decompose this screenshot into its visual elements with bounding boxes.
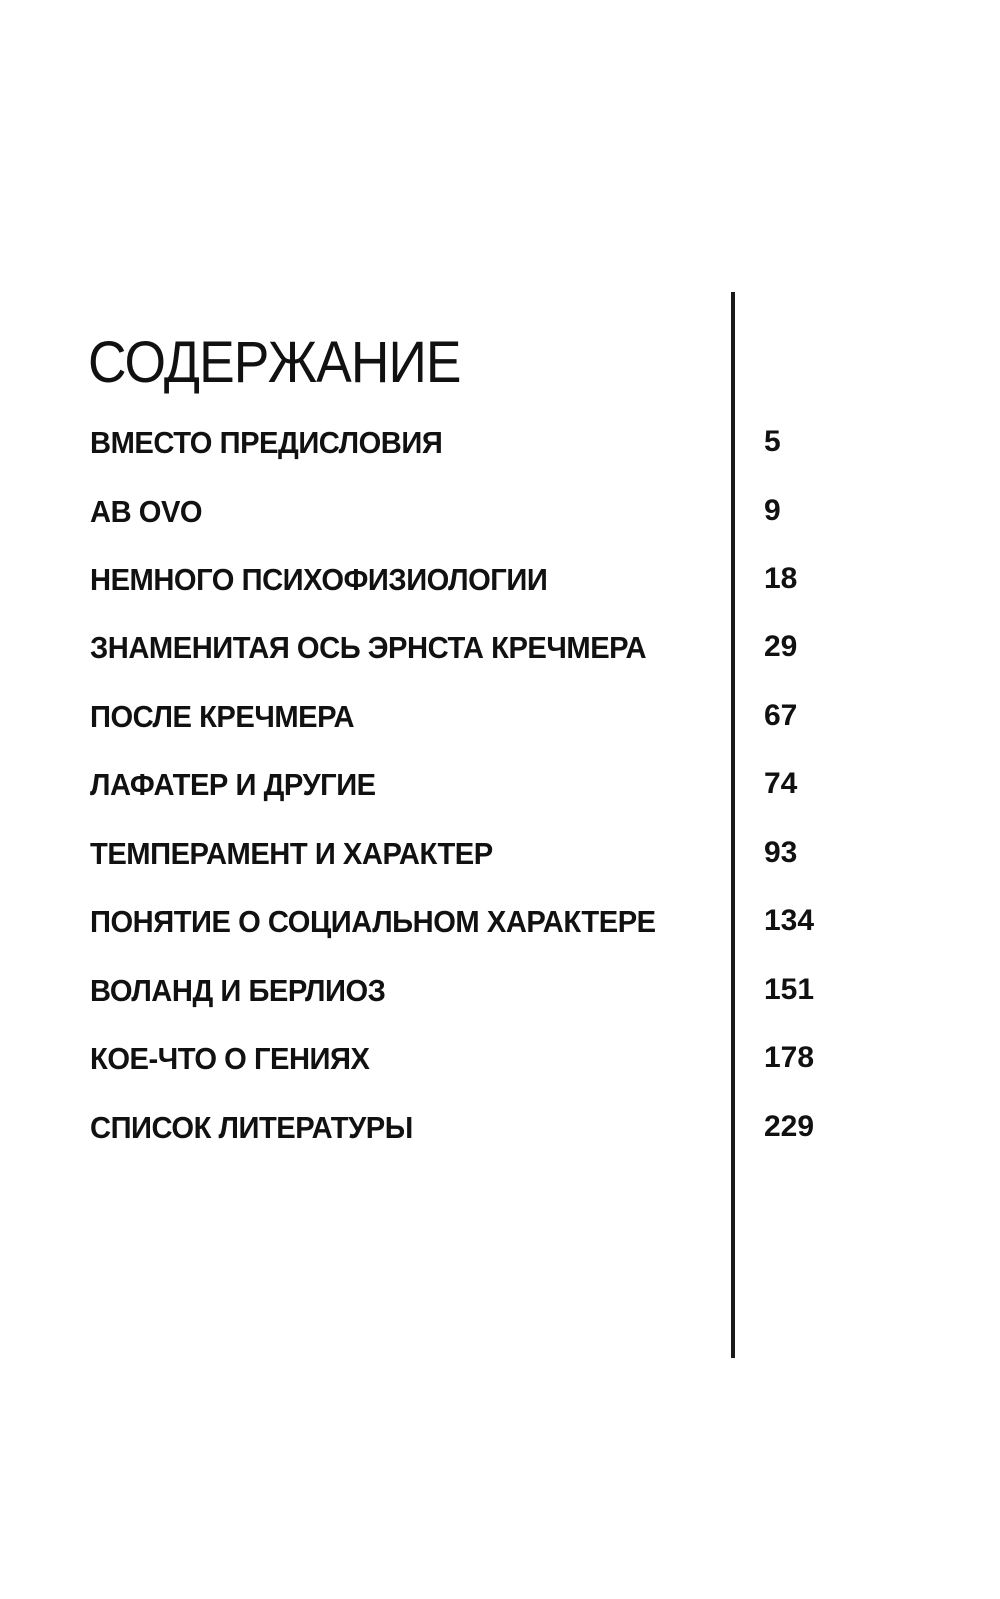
toc-entry-page: 134 xyxy=(764,904,815,937)
toc-entry-title: ВОЛАНД И БЕРЛИОЗ xyxy=(90,973,386,1008)
page-title: СОДЕРЖАНИЕ xyxy=(88,330,461,395)
toc-entry-title: НЕМНОГО ПСИХОФИЗИОЛОГИИ xyxy=(90,562,548,597)
toc-entry-page: 67 xyxy=(764,699,798,732)
toc-entry-title: ЗНАМЕНИТАЯ ОСЬ ЭРНСТА КРЕЧМЕРА xyxy=(90,630,647,665)
toc-entry-page: 29 xyxy=(764,630,798,663)
toc-entry-title: СПИСОК ЛИТЕРАТУРЫ xyxy=(90,1110,413,1145)
toc-entry-title: ВМЕСТО ПРЕДИСЛОВИЯ xyxy=(90,425,443,460)
toc-entry-title: ТЕМПЕРАМЕНТ И ХАРАКТЕР xyxy=(90,836,493,871)
toc-entry-title: КОЕ-ЧТО О ГЕНИЯХ xyxy=(90,1041,370,1076)
toc-entry-title: ПОНЯТИЕ О СОЦИАЛЬНОМ ХАРАКТЕРЕ xyxy=(90,904,656,939)
toc-entry-title: ПОСЛЕ КРЕЧМЕРА xyxy=(90,699,355,734)
toc-entry-page: 9 xyxy=(764,494,781,527)
toc-entry-page: 18 xyxy=(764,562,798,595)
toc-entry-page: 74 xyxy=(764,767,798,800)
toc-entry-page: 5 xyxy=(764,425,781,458)
toc-entry-page: 178 xyxy=(764,1041,815,1074)
toc-entry-page: 151 xyxy=(764,973,815,1006)
toc-entry-title: AB OVO xyxy=(90,494,203,529)
toc-entry-page: 93 xyxy=(764,836,798,869)
toc-entry-page: 229 xyxy=(764,1110,815,1143)
vertical-divider xyxy=(731,292,735,1358)
toc-entry-title: ЛАФАТЕР И ДРУГИЕ xyxy=(90,767,376,802)
